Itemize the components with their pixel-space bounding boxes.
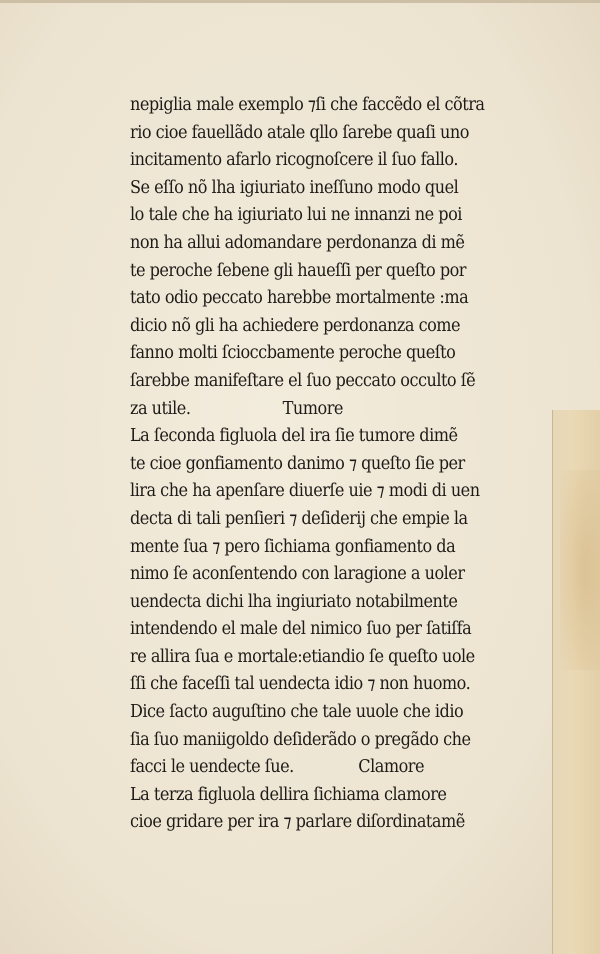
page-stain [560,470,600,670]
text-line: te peroche ſebene gli haueſſi per queſto por [130,260,467,281]
text-line: re allira ſua e mortale:etiandio ſe queſto uole [130,646,475,667]
text-line: lo tale che ha igiuriato lui ne innanzi ne poi [130,205,462,226]
text-line: ſia ſuo maniigoldo deſiderãdo o pregãdo che [130,729,471,750]
text-line: Dice ſacto auguſtino che tale uuole che idio [130,702,464,723]
text-line: cioe gridare per ira ⁊ parlare diſordinatamẽ [130,812,465,833]
text-line: uendecta dichi lha ingiuriato notabilmente [130,591,458,612]
text-line: ſſi che faceſſi tal uendecta idio ⁊ non huomo. [130,674,471,695]
text-line: incitamento afarlo ricognoſcere il ſuo fallo. [130,150,458,171]
text-line: La ſeconda figluola del ira ſie tumore dimẽ [130,426,458,447]
text-line: non ha allui adomandare perdonanza di mẽ [130,232,465,253]
section-heading-line: za utile. Tumore [130,398,343,419]
text-line: La terza figluola dellira ſichiama clamore [130,784,447,805]
text-line: rio cioe fauellãdo atale qllo ſarebe quaſi uno [130,122,469,143]
page-top-edge [0,0,600,3]
text-line: te cioe gonfiamento danimo ⁊ queſto ſie per [130,453,465,474]
text-line: Se eſſo nõ lha igiuriato ineſſuno modo quel [130,177,459,198]
text-line: tato odio peccato harebbe mortalmente :ma [130,288,469,309]
text-line: nimo ſe aconſentendo con laragione a uoler [130,564,465,585]
text-line: fanno molti ſcioccbamente peroche queſto [130,343,456,364]
text-line: intendendo el male del nimico ſuo per ſatiſfa [130,619,472,640]
text-line: ſarebbe manifeſtare el ſuo peccato occulto ſẽ [130,370,476,391]
text-line: lira che ha apenſare diuerſe uie ⁊ modi di uen [130,481,480,502]
text-block [130,92,550,837]
section-heading-line: facci le uendecte ſue. Clamore [130,757,425,778]
text-line: decta di tali penſieri ⁊ deſiderij che empie la [130,508,468,529]
text-line: dicio nõ gli ha achiedere perdonanza come [130,315,461,336]
text-line: nepiglia male exemplo ⁊ſi che faccẽdo el cõtra [130,95,485,115]
text-line: mente ſua ⁊ pero ſichiama gonfiamento da [130,536,456,557]
